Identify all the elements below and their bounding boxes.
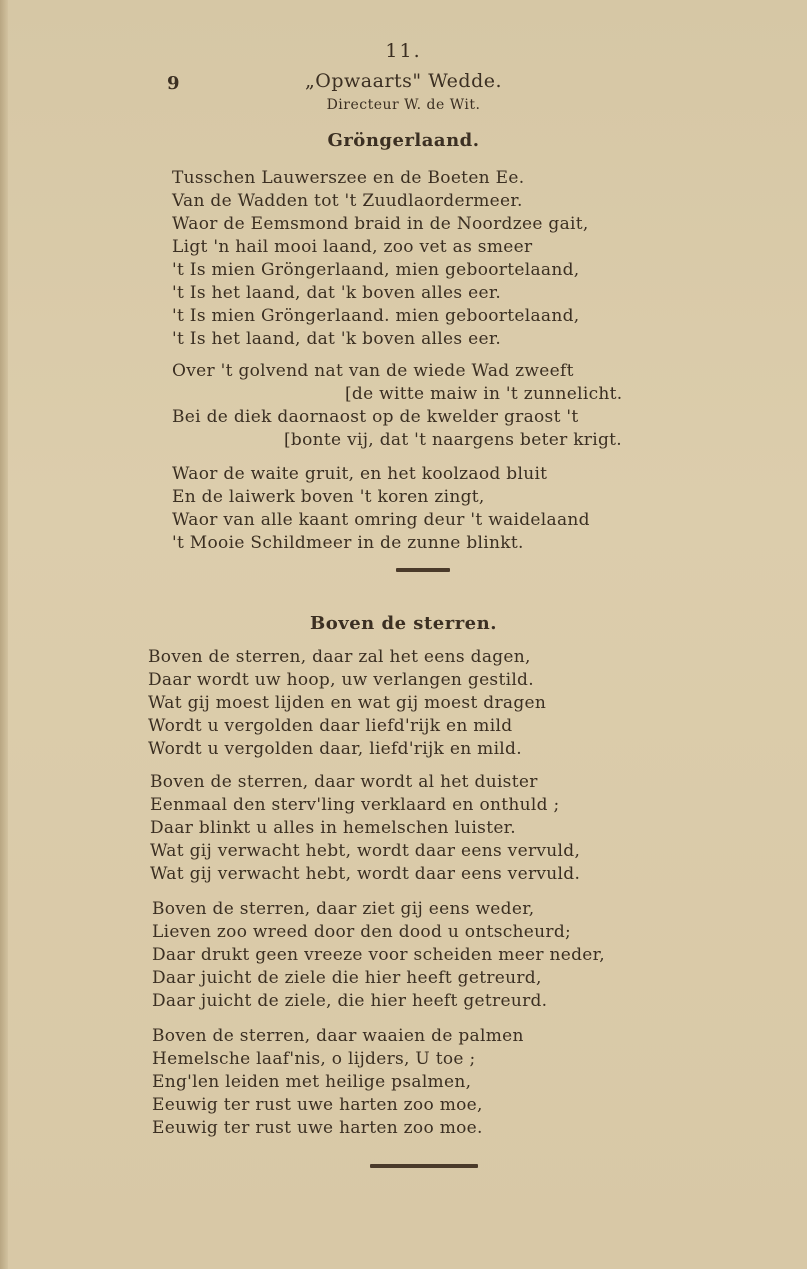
verse-line: Daar wordt uw hoop, uw verlangen gestild. xyxy=(148,670,534,690)
verse-line: Daar blinkt u alles in hemelschen luister. xyxy=(150,818,516,838)
verse-line: Daar juicht de ziele, die hier heeft getreurd. xyxy=(152,991,548,1011)
verse-line: Eeuwig ter rust uwe harten zoo moe, xyxy=(152,1095,483,1115)
page-edge xyxy=(0,0,8,1269)
stanza-3 xyxy=(152,898,605,1013)
verse-line: 't Is het laand, dat 'k boven alles eer. xyxy=(172,329,502,349)
verse-line: Boven de sterren, daar zal het eens dagen, xyxy=(148,647,531,667)
verse-line: Boven de sterren, daar wordt al het duister xyxy=(150,772,538,792)
stanza-2 xyxy=(172,360,622,452)
song-title: „Opwaarts" Wedde. xyxy=(304,70,503,92)
verse-line: Eng'len leiden met heilige psalmen, xyxy=(152,1072,472,1092)
stanza-2 xyxy=(150,771,580,886)
verse-line: Waor de Eemsmond braid in de Noordzee gait, xyxy=(172,214,589,234)
verse-line: Over 't golvend nat van de wiede Wad zweeft xyxy=(172,361,574,381)
verse-line: Waor van alle kaant omring deur 't waidelaand xyxy=(172,510,590,530)
verse-line: Wat gij moest lijden en wat gij moest dragen xyxy=(148,693,547,713)
page-number: 11. xyxy=(385,40,422,62)
verse-line: Hemelsche laaf'nis, o lijders, U toe ; xyxy=(152,1049,476,1069)
verse-line: Wat gij verwacht hebt, wordt daar eens vervuld. xyxy=(150,864,581,884)
song-number: 9 xyxy=(167,73,180,94)
verse-line: 't Is mien Gröngerlaand, mien geboortelaand, xyxy=(172,260,580,280)
verse-line: Eeuwig ter rust uwe harten zoo moe. xyxy=(152,1118,483,1138)
stanza-3 xyxy=(172,463,590,555)
verse-line: Wordt u vergolden daar, liefd'rijk en mild. xyxy=(148,739,522,759)
song-heading-boven-de-sterren: Boven de sterren. xyxy=(310,613,497,634)
verse-line: Eenmaal den sterv'ling verklaard en onthuld ; xyxy=(150,795,560,815)
verse-line: En de laiwerk boven 't koren zingt, xyxy=(172,487,485,507)
verse-line: 't Is mien Gröngerlaand. mien geboortelaand, xyxy=(172,306,580,326)
verse-line: Boven de sterren, daar waaien de palmen xyxy=(152,1026,524,1046)
verse-line: 't Mooie Schildmeer in de zunne blinkt. xyxy=(172,533,524,553)
verse-line: Tusschen Lauwerszee en de Boeten Ee. xyxy=(172,168,525,188)
verse-line: Wat gij verwacht hebt, wordt daar eens vervuld, xyxy=(150,841,581,861)
stanza-4 xyxy=(152,1025,524,1140)
verse-line: Lieven zoo wreed door den dood u ontscheurd; xyxy=(152,922,572,942)
verse-line: [de witte maiw in 't zunnelicht. xyxy=(345,384,623,404)
verse-line: Wordt u vergolden daar liefd'rijk en mild xyxy=(148,716,513,736)
verse-line: Boven de sterren, daar ziet gij eens weder, xyxy=(152,899,535,919)
verse-line: 't Is het laand, dat 'k boven alles eer. xyxy=(172,283,502,303)
song-director: Directeur W. de Wit. xyxy=(326,97,481,113)
verse-line: Ligt 'n hail mooi laand, zoo vet as smeer xyxy=(172,237,533,257)
stanza-1 xyxy=(172,167,589,351)
divider-rule xyxy=(396,568,450,572)
divider-rule xyxy=(370,1164,478,1168)
verse-line: Waor de waite gruit, en het koolzaod bluit xyxy=(172,464,548,484)
verse-line: Bei de diek daornaost op de kwelder graost 't xyxy=(172,407,579,427)
verse-line: Daar juicht de ziele die hier heeft getreurd, xyxy=(152,968,542,988)
song-heading-grongerlaand: Gröngerlaand. xyxy=(327,130,480,151)
verse-line: Van de Wadden tot 't Zuudlaordermeer. xyxy=(172,191,523,211)
verse-line: Daar drukt geen vreeze voor scheiden meer neder, xyxy=(152,945,605,965)
verse-line: [bonte vij, dat 't naargens beter krigt. xyxy=(284,430,622,450)
stanza-1 xyxy=(148,646,546,761)
